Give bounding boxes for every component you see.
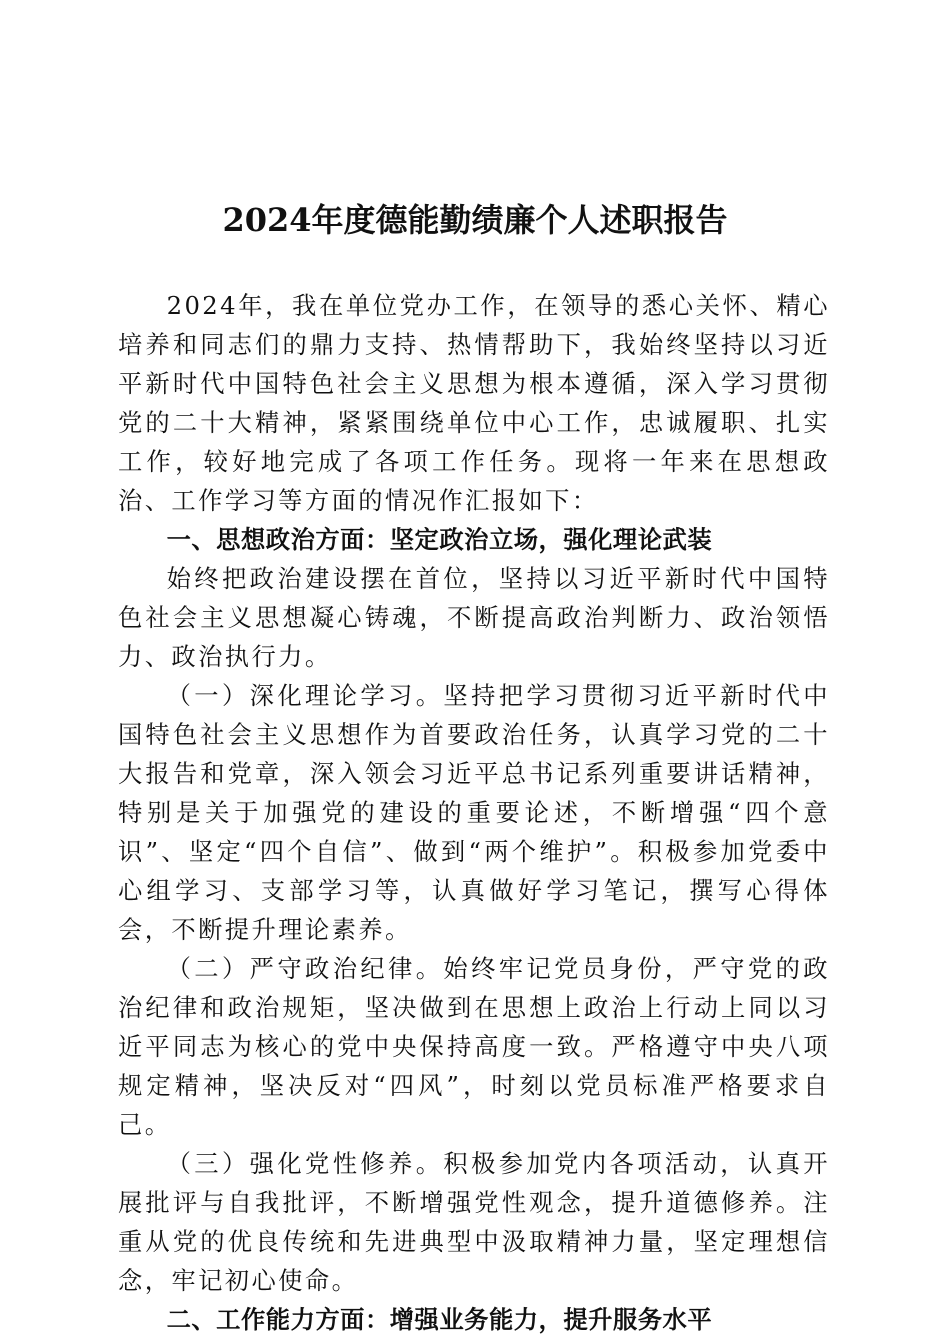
document-body [118,286,830,1339]
item-3-text: 积极参加党内各项活动，认真开展批评与自我批评，不断增强党性观念，提升道德修养。注重从党的优良传统和先进典型中汲取精神力量，坚定理想信念，牢记初心使命。 [118,1149,830,1295]
section-1-item-3-paragraph [118,1144,830,1300]
item-2-text: 始终牢记党员身份，严守党的政治纪律和政治规矩，坚决做到在思想上政治上行动上同以习近平同志为核心的党中央保持高度一致。严格遵守中央八项规定精神，坚决反对“四风”，时刻以党员标准严格要求自己。 [118,954,830,1139]
item-1-text: 坚持把学习贯彻习近平新时代中国特色社会主义思想作为首要政治任务，认真学习党的二十大报告和党章，深入领会习近平总书记系列重要讲话精神，特别是关于加强党的建设的重要论述，不断增强“四个意识”、坚定“四个自信”、做到“两个维护”。积极参加党委中心组学习、支部学习等，认真做好学习笔记，撰写心得体会，不断提升理论素养。 [118,681,830,944]
section-1-lead-paragraph: 始终把政治建设摆在首位，坚持以习近平新时代中国特色社会主义思想凝心铸魂，不断提高政治判断力、政治领悟力、政治执行力。 [118,564,830,671]
document-title: 2024年度德能勤绩廉个人述职报告 [222,201,728,239]
item-1-label: （一）深化理论学习。 [166,681,444,710]
section-1-heading: 一、思想政治方面：坚定政治立场，强化理论武装 [166,525,713,554]
section-2-heading: 二、工作能力方面：增强业务能力，提升服务水平 [166,1305,713,1334]
section-1-item-1-paragraph [118,676,830,949]
item-3-label: （三）强化党性修养。 [166,1149,444,1178]
intro-paragraph: 2024年，我在单位党办工作，在领导的悉心关怀、精心培养和同志们的鼎力支持、热情帮助下，我始终坚持以习近平新时代中国特色社会主义思想为根本遵循，深入学习贯彻党的二十大精神，紧紧围绕单位中心工作，忠诚履职、扎实工作，较好地完成了各项工作任务。现将一年来在思想政治、工作学习等方面的情况作汇报如下： [118,291,830,515]
section-1-item-2-paragraph [118,949,830,1144]
item-2-label: （二）严守政治纪律。 [166,954,444,983]
